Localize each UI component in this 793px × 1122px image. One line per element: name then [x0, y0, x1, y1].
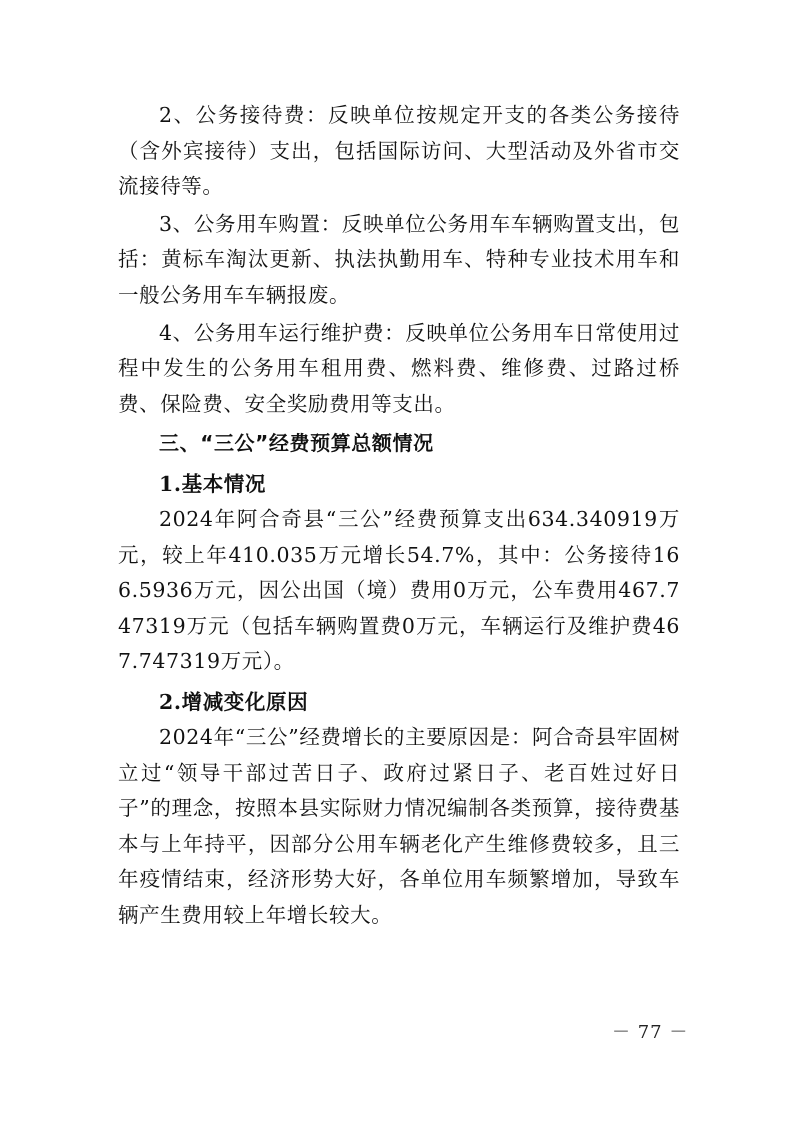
section-heading: 三、“三公”经费预算总额情况 — [159, 431, 434, 456]
paragraph-basic-situation: 2024年阿合奇县“三公”经费预算支出634.340919万元，较上年410.035万元增长54.7%，其中：公务接待166.5936万元，因公出国（境）费用0万元，公车费用467.747319万元（包括车辆购置费0万元，车辆运行及维护费467.747319万元）。 — [118, 506, 680, 674]
paragraph-change-reason: 2024年“三公”经费增长的主要原因是：阿合奇县牢固树立过“领导干部过苦日子、政府过紧日子、老百姓过好日子”的理念，按照本县实际财力情况编制各类预算，接待费基本与上年持平，因部分公用车辆老化产生维修费较多，且三年疫情结束，经济形势大好，各单位用车频繁增加，导致车辆产生费用较上年增长较大。 — [118, 724, 680, 927]
paragraph-vehicle-operation: 4、公务用车运行维护费：反映单位公务用车日常使用过程中发生的公务用车租用费、燃料费、维修费、过路过桥费、保险费、安全奖励费用等支出。 — [118, 320, 680, 416]
paragraph-vehicle-purchase: 3、公务用车购置：反映单位公务用车车辆购置支出，包括：黄标车淘汰更新、执法执勤用车、特种专业技术用车和一般公务用车车辆报废。 — [118, 211, 680, 307]
page-content — [118, 98, 680, 933]
page-number: － 77 － — [612, 1022, 689, 1043]
subheading-change-reason: 2.增减变化原因 — [159, 689, 309, 714]
paragraph-reception-fee: 2、公务接待费：反映单位按规定开支的各类公务接待（含外宾接待）支出，包括国际访问、大型活动及外省市交流接待等。 — [118, 103, 680, 199]
subheading-basic-situation: 1.基本情况 — [159, 471, 267, 496]
